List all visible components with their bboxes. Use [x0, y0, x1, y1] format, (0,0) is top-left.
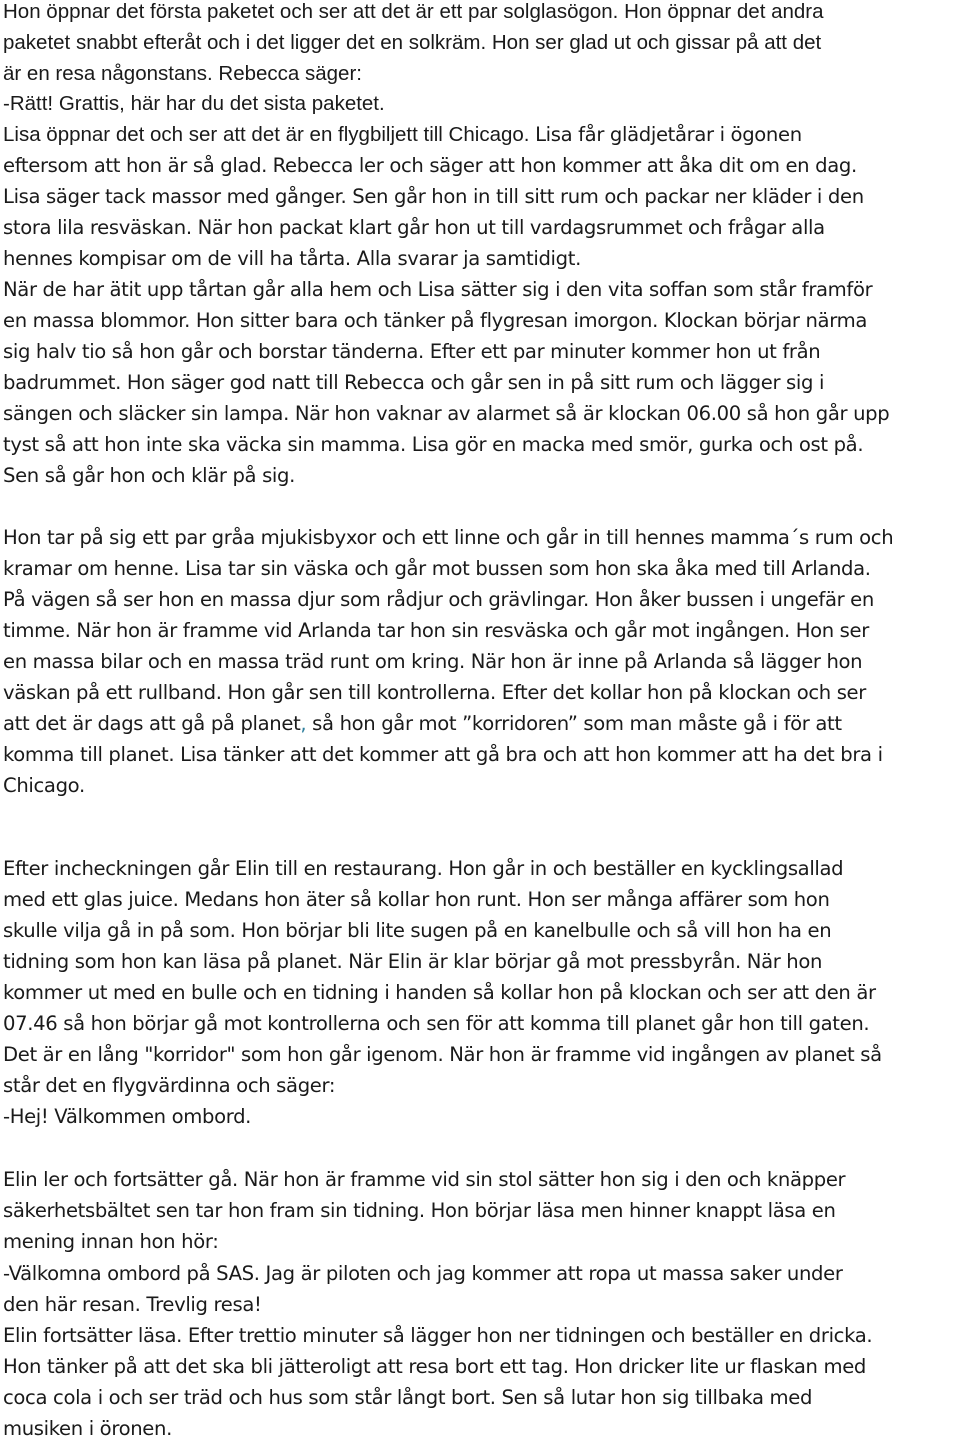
text-line: säkerhetsbältet sen tar hon fram sin tidning. Hon börjar läsa men hinner knappt läsa en	[3, 1199, 836, 1222]
text-line: Det är en lång "korridor" som hon går igenom. När hon är framme vid ingången av planet så	[3, 1043, 882, 1066]
text-line: tidning som hon kan läsa på planet. När Elin är klar börjar gå mot pressbyrån. När hon	[3, 950, 823, 973]
text-line: sängen och släcker sin lampa. När hon vaknar av alarmet så är klockan 06.00 så hon går upp	[3, 402, 890, 425]
text-span: att det är dags att gå på planet	[3, 712, 301, 735]
text-line: -Rätt! Grattis, här har du det sista paketet.	[3, 92, 385, 115]
text-line: den här resan. Trevlig resa!	[3, 1293, 262, 1316]
text-span: Lisa öppnar det och ser att det är en flygbiljett till Chicago.	[3, 123, 530, 146]
text-line	[3, 151, 857, 181]
text-line: kommer ut med en bulle och en tidning i handen så kollar hon på klockan och ser att den är	[3, 981, 876, 1004]
text-span: eftersom att hon är så glad.	[3, 154, 268, 177]
text-line: paketet snabbt efteråt och i det ligger det en solkräm. Hon ser glad ut och gissar på att det	[3, 31, 822, 54]
text-line: Elin ler och fortsätter gå. När hon är framme vid sin stol sätter hon sig i den och knäpper	[3, 1168, 846, 1191]
text-line: Hon öppnar det första paketet och ser att det är ett par solglasögon. Hon öppnar det andra	[3, 0, 824, 23]
text-line: 07.46 så hon börjar gå mot kontrollerna och sen för att komma till planet går hon till gaten.	[3, 1012, 870, 1035]
text-line	[3, 120, 802, 150]
text-line: mening innan hon hör:	[3, 1230, 219, 1253]
text-line: en massa bilar och en massa träd runt om kring. När hon är inne på Arlanda så lägger hon	[3, 650, 863, 673]
text-span: så hon går mot ”korridoren” som man måste gå i för att	[306, 712, 842, 735]
text-line: sig halv tio så hon går och borstar tänderna. Efter ett par minuter kommer hon ut från	[3, 340, 821, 363]
text-line: komma till planet. Lisa tänker att det kommer att gå bra och att hon kommer att ha det bra i	[3, 743, 883, 766]
text-line: en massa blommor. Hon sitter bara och tänker på flygresan imorgon. Klockan börjar närma	[3, 309, 867, 332]
text-line: Hon tar på sig ett par gråa mjukisbyxor och ett linne och går in till hennes mamma´s rum och	[3, 526, 894, 549]
text-line: tyst så att hon inte ska väcka sin mamma. Lisa gör en macka med smör, gurka och ost på.	[3, 433, 864, 456]
text-line: Lisa säger tack massor med gånger. Sen går hon in till sitt rum och packar ner kläder i den	[3, 185, 864, 208]
text-line: stora lila resväskan. När hon packat klart går hon ut till vardagsrummet och frågar alla	[3, 216, 825, 239]
text-line: skulle vilja gå in på som. Hon börjar bli lite sugen på en kanelbulle och så vill hon ha en	[3, 919, 832, 942]
text-line: coca cola i och ser träd och hus som står långt bort. Sen så lutar hon sig tillbaka med	[3, 1386, 813, 1409]
text-line: badrummet. Hon säger god natt till Rebecca och går sen in på sitt rum och lägger sig i	[3, 371, 825, 394]
text-line: kramar om henne. Lisa tar sin väska och går mot bussen som hon ska åka med till Arlanda.	[3, 557, 871, 580]
text-line: med ett glas juice. Medans hon äter så kollar hon runt. Hon ser många affärer som hon	[3, 888, 830, 911]
text-line: Sen så går hon och klär på sig.	[3, 464, 295, 487]
text-line: När de har ätit upp tårtan går alla hem och Lisa sätter sig i den vita soffan som står framför	[3, 278, 873, 301]
text-line: timme. När hon är framme vid Arlanda tar hon sin resväska och går mot ingången. Hon ser	[3, 619, 869, 642]
text-line: väskan på ett rullband. Hon går sen till kontrollerna. Efter det kollar hon på klockan och ser	[3, 681, 866, 704]
text-line: Hon tänker på att det ska bli jätteroligt att resa bort ett tag. Hon dricker lite ur flaskan med	[3, 1355, 867, 1378]
text-line	[3, 709, 842, 739]
text-line: hennes kompisar om de vill ha tårta. Alla svarar ja samtidigt.	[3, 247, 581, 270]
text-span: Lisa får glädjetårar i ögonen	[535, 123, 802, 146]
text-line: På vägen så ser hon en massa djur som rådjur och grävlingar. Hon åker bussen i ungefär en	[3, 588, 874, 611]
text-line: Chicago.	[3, 774, 85, 797]
text-line: står det en flygvärdinna och säger:	[3, 1074, 336, 1097]
text-line: -Välkomna ombord på SAS. Jag är piloten och jag kommer att ropa ut massa saker under	[3, 1262, 843, 1285]
text-span: Rebecca ler och säger att hon kommer att åka dit om en dag.	[272, 154, 857, 177]
text-line: Elin fortsätter läsa. Efter trettio minuter så lägger hon ner tidningen och beställer en dricka.	[3, 1324, 873, 1347]
text-line: är en resa någonstans. Rebecca säger:	[3, 62, 362, 85]
text-line: musiken i öronen.	[3, 1417, 172, 1440]
text-line: Efter incheckningen går Elin till en restaurang. Hon går in och beställer en kycklingsallad	[3, 857, 844, 880]
highlighted-comma: ,	[300, 712, 307, 735]
text-line: -Hej! Välkommen ombord.	[3, 1105, 252, 1128]
